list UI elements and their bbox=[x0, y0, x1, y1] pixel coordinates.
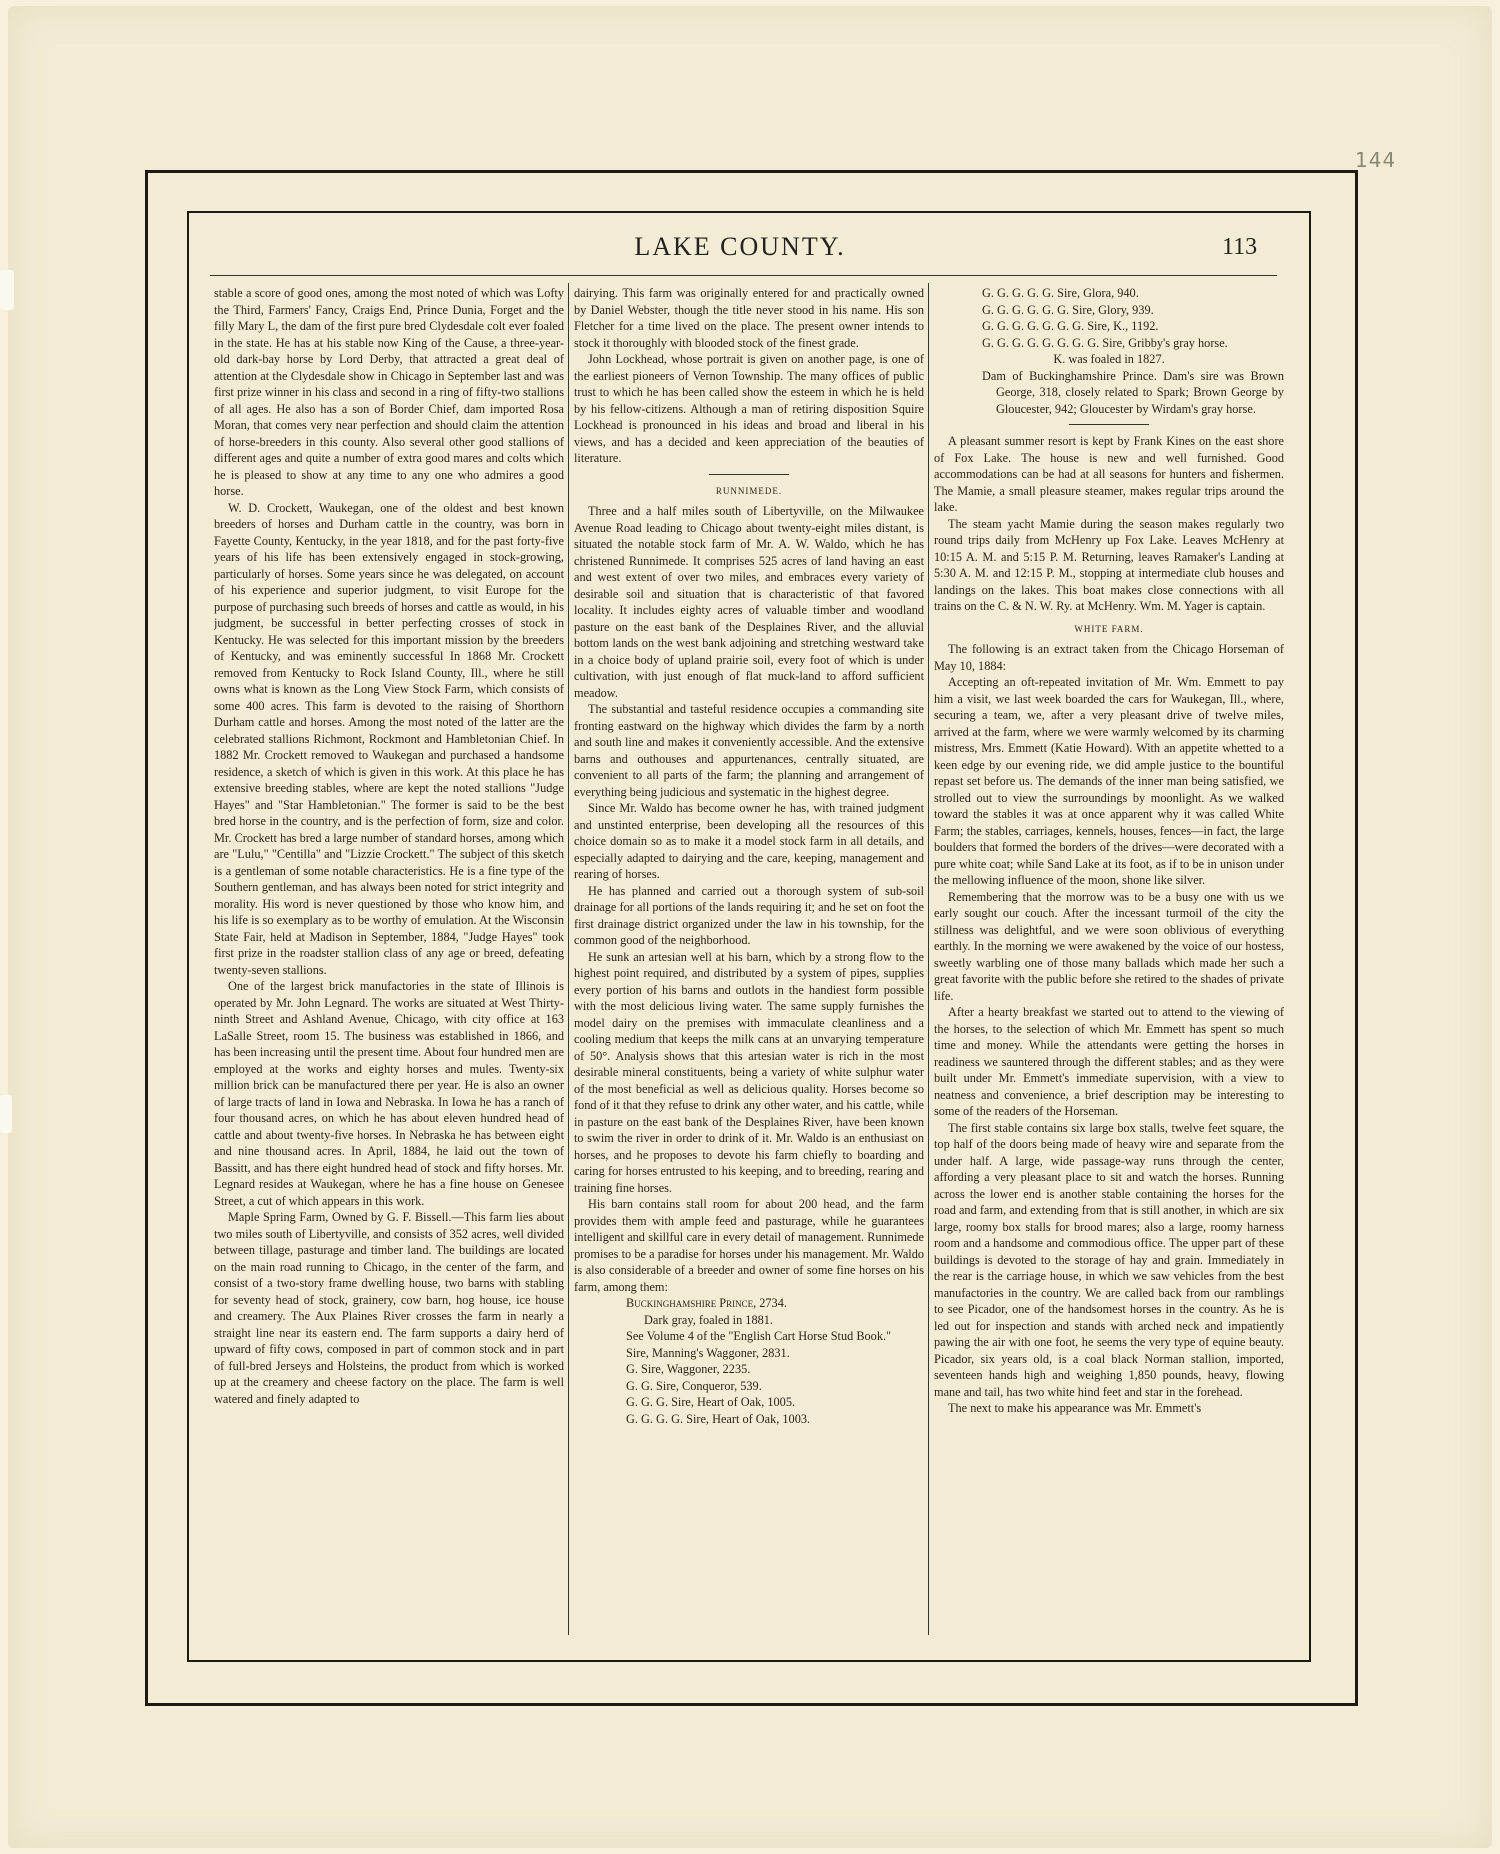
handwritten-page-number: 144 bbox=[1355, 148, 1397, 172]
section-rule bbox=[709, 474, 789, 475]
pedigree-line: See Volume 4 of the "English Cart Horse Stud Book." bbox=[626, 1329, 892, 1343]
paragraph: Maple Spring Farm, Owned by G. F. Bissell.—This farm lies about two miles south of Libertyville, and consists of 352 acres, well divided between tillage, pasturage and timber land. The buildings are located on the main road running to Chicago, in the center of the farm, and consist of a two-story frame dwelling house, two barns with stabling for seventy head of stock, grainery, cow barn, hog house, ice house and creamery. The Aux Plaines River crosses the farm in nearly a straight line near its eastern end. The farm supports a dairy herd of upward of fifty cows, composed in part of common stock and in part of full-bred Jerseys and Holsteins, the product from which is worked up at the creamery and cheese factory on the place. The farm is well watered and finely adapted to bbox=[214, 1210, 564, 1406]
pedigree-line: G. G. Sire, Conqueror, 539. bbox=[626, 1378, 762, 1393]
pedigree-line: G. G. G. G. G. Sire, Glora, 940. bbox=[982, 286, 1139, 300]
column-divider bbox=[928, 283, 929, 1635]
column-1 bbox=[214, 285, 564, 1635]
section-heading: WHITE FARM. bbox=[1074, 623, 1144, 634]
paragraph: The following is an extract taken from the Chicago Horseman of May 10, 1884: bbox=[934, 642, 1284, 673]
column-3 bbox=[934, 285, 1284, 1635]
pedigree-line: Buckinghamshire Prince, 2734. bbox=[626, 1296, 787, 1310]
paper-tear bbox=[0, 1095, 12, 1133]
paragraph: He sunk an artesian well at his barn, which by a strong flow to the highest point required, and distributed by a system of pipes, supplies every portion of his barns and outlots in the handiest form possible with the most delicious living water. The same supply furnishes the model dairy on the premises with immaculate cleanliness and a cooling medium that keeps the milk cans at an unvarying temperature of 50°. Analysis shows that this artesian water is rich in the most desirable mineral constituents, being a variety of white sulphur water of the most beneficial as well as delicious quality. Horses become so fond of it that they refuse to drink any other water, and his cattle, while in pasture on the east bank of the Desplaines River, have been known to swim the river in order to drink of it. Mr. Waldo is an enthusiast on horses, and he proposes to devote his farm chiefly to boarding and caring for horses entrusted to his keeping, and to breeding, rearing and training fine horses. bbox=[574, 949, 924, 1195]
paragraph: The first stable contains six large box stalls, twelve feet square, the top half of the doors being made of heavy wire and separate from the under half. A large, wide passage-way runs through the center, affording a very pleasant place to sit and watch the horses. Running across the lower end is another stable containing the horses for the road and farm, and extending from that is still another, in which are six large, roomy box stalls for brood mares; also a large, roomy harness room and a handsome and commodious office. The upper part of these buildings is devoted to the storage of hay and grain. Immediately in the rear is the carriage house, in which we saw vehicles from the best manufactories in the country. We are called back from our ramblings to see Picador, one of the handsomest horses in the country. As he is led out for inspection and stands with arched neck and impatiently pawing the air with one foot, he seems the very type of equine beauty. Picador, six years old, is a coal black Norman stallion, imported, seventeen hands high and weighing 1,850 pounds, heavy, flowing mane and tail, has two white hind feet and star in the forehead. bbox=[934, 1120, 1284, 1399]
paragraph: Three and a half miles south of Libertyville, on the Milwaukee Avenue Road leading to Chicago about twenty-eight miles distant, is situated the notable stock farm of Mr. A. W. Waldo, which he has christened Runnimede. It comprises 525 acres of land having an east and west extent of over two miles, and embraces every variety of desirable soil and situation that is characteristic of that favored locality. It includes eighty acres of valuable timber and woodland pasture on the east bank of the Desplaines River, and the alluvial bottom lands on the west bank adjoining and stretching westward take in a choice body of upland prairie soil, every foot of which is under cultivation, with just enough of flat muck-land to afford sufficient meadow. bbox=[574, 504, 924, 700]
pedigree-line: G. G. G. G. G. G. G. G. Sire, Gribby's gray horse. bbox=[982, 335, 1228, 350]
section-rule bbox=[1069, 424, 1149, 425]
pedigree-line: Dam of Buckinghamshire Prince. Dam's sire was Brown George, 318, closely related to Spark; Brown George by Gloucester, 942; Gloucester by Wirdam's gray horse. bbox=[982, 368, 1284, 416]
paragraph: One of the largest brick manufactories in the state of Illinois is operated by Mr. John Legnard. The works are situated at West Thirty-ninth Street and Ashland Avenue, Chicago, with city office at 163 LaSalle Street, room 15. The business was established in 1866, and has been increasing until the present time. About four hundred men are employed at the works and eighty horses and mules. Twenty-six million brick can be manufactured there per year. He is also an owner of large tracts of land in Iowa and Nebraska. In Iowa he has a ranch of four thousand acres, on which he has about eleven hundred head of cattle and about twenty-five horses. In Nebraska he has between eight and nine thousand acres. In April, 1884, he laid out the town of Bassitt, and has there eight hundred head of stock and fifty horses. Mr. Legnard resides at Waukegan, where he has a fine house on Genesee Street, a cut of which appears in this work. bbox=[214, 979, 564, 1208]
folio-number: 113 bbox=[1222, 234, 1258, 260]
paragraph: Remembering that the morrow was to be a busy one with us we early sought our couch. After the incessant turmoil of the city the stillness was delightful, and we were soon oblivious of everything earthly. In the morning we were awakened by the voice of our hostess, sweetly warbling one of those many ballads which made her such a great favorite with the public before she retired to the shades of private life. bbox=[934, 889, 1284, 1003]
column-divider bbox=[568, 283, 569, 1635]
paragraph: W. D. Crockett, Waukegan, one of the oldest and best known breeders of horses and Durham cattle in the country, was born in Fayette County, Kentucky, in the year 1818, and for the past forty-five years of his life has been extensively engaged in stock-growing, particularly of horses. Some years since he was delegated, on account of his experience and superior judgment, to visit Europe for the purpose of purchasing such breeds of horses and cattle as would, in his judgment, be successful in better perfecting crosses of stock in Kentucky. He was selected for this important mission by the breeders of Kentucky, and was eminently successful In 1868 Mr. Crockett removed from Kentucky to Rock Island County, Ill., where he still owns what is known as the Long View Stock Farm, which consists of some 400 acres. This farm is devoted to the raising of Shorthorn Durham cattle and horses. Among the most noted of the latter are the celebrated stallions Richmont, Rockmont and Hambletonian Chief. In 1882 Mr. Crockett removed to Waukegan and purchased a handsome residence, a sketch of which is given in this work. At this place he has extensive breeding stables, where are kept the noted stallions "Judge Hayes" and "Star Hambletonian." The former is said to be the best bred horse in the country, and is the perfection of form, size and color. Mr. Crockett has bred a large number of standard horses, among which are "Lulu," "Centilla" and "Lizzie Crockett." The subject of this sketch is a gentleman of some notable characteristics. He is a fine type of the Southern gentleman, and has always been noted for strict integrity and morality. His word is never questioned by those who know him, and his life is so exemplary as to be worthy of emulation. At the Wisconsin State Fair, held at Madison in September, 1884, "Judge Hayes" took first prize in the roadster stallion class of any age or breed, defeating twenty-seven stallions. bbox=[214, 500, 564, 977]
paragraph: After a hearty breakfast we started out to attend to the viewing of the horses, to the selection of which Mr. Emmett has spent so much time and money. While the attendants were getting the horses in readiness we sauntered through the different stables; and as they were built under Mr. Emmett's immediate supervision, with a view to neatness and convenience, a brief description may be interesting to some of the readers of the Horseman. bbox=[934, 1005, 1284, 1118]
paragraph: John Lockhead, whose portrait is given on another page, is one of the earliest pioneers of Vernon Township. The many offices of public trust to which he has been called show the esteem in which he is held by his fellow-citizens. Although a man of retiring disposition Squire Lockhead is pronounced in his ideas and broad and liberal in his views, and has a decided and keen appreciation of the beauties of literature. bbox=[574, 352, 924, 465]
paragraph: Accepting an oft-repeated invitation of Mr. Wm. Emmett to pay him a visit, we last week boarded the cars for Waukegan, Ill., where, securing a team, we, after a very pleasant drive of twelve miles, arrived at the farm, where we were warmly welcomed by its charming mistress, Mrs. Emmett (Katie Howard). With an appetite whetted to a keen edge by our evening ride, we did ample justice to the bountiful repast set before us. The demands of the inner man being satisfied, we strolled out to view the surroundings by moonlight. As we walked toward the stables it was at once apparent why it was called White Farm; the stables, carriages, kennels, houses, fences—in fact, the large boulders that formed the borders of the drives—were decorated with a pure white coat; while Sand Lake at its foot, as if to be in unison under the mellowing influence of the moon, shone like silver. bbox=[934, 675, 1284, 887]
pedigree-line: G. G. G. G. Sire, Heart of Oak, 1003. bbox=[626, 1411, 811, 1426]
paragraph: His barn contains stall room for about 200 head, and the farm provides them with ample feed and pasturage, while he guarantees intelligent and skillful care in every detail of management. Runnimede promises to be a paradise for horses under his management. Mr. Waldo is also considerable of a breeder and owner of some fine horses on his farm, among them: bbox=[574, 1197, 924, 1294]
column-2 bbox=[574, 285, 924, 1635]
pedigree-line: Sire, Manning's Waggoner, 2831. bbox=[626, 1345, 790, 1360]
paragraph: The steam yacht Mamie during the season makes regularly two round trips daily from McHenry up Fox Lake. Leaves McHenry at 10:15 A. M. and 5:15 P. M. Returning, leaves Ramaker's Landing at 5:30 A. M. and 12:15 P. M., stopping at intermediate club houses and landings on the lakes. This boat makes close connections with all trains on the C. & N. W. Ry. at McHenry. Wm. M. Yager is captain. bbox=[934, 516, 1284, 613]
paragraph: He has planned and carried out a thorough system of sub-soil drainage for all portions of the lands requiring it; and he set on foot the first drainage district organized under the law in his township, for the common good of the neighborhood. bbox=[574, 883, 924, 947]
section-heading: RUNNIMEDE. bbox=[715, 485, 783, 496]
paragraph: A pleasant summer resort is kept by Frank Kines on the east shore of Fox Lake. The house is new and well furnished. Good accommodations can be had at all seasons for hunters and fishermen. The Mamie, a small pleasure steamer, makes regular trips around the lake. bbox=[934, 434, 1284, 514]
paragraph: The substantial and tasteful residence occupies a commanding site fronting eastward on the highway which divides the farm by a north and south line and makes it conveniently accessible. And the extensive barns and outhouses and appurtenances, centrally situated, are convenient to all parts of the farm; the planning and arrangement of everything being judicious and systematic in the highest degree. bbox=[574, 702, 924, 799]
paragraph: stable a score of good ones, among the most noted of which was Lofty the Third, Farmers' Fancy, Craigs End, Prince Dunia, Forget and the filly Mary L, the dam of the first pure bred Clydesdale colt ever foaled in the state. He has at his stable now King of the Cause, a three-year-old dark-bay horse by Lord Derby, that attracted a great deal of attention at the Clydesdale show in Chicago in September last and was first prize winner in his class and second in a ring of fifty-two stallions of all ages. He also has a son of Border Chief, dam imported Rosa Moran, that comes very near perfection and should claim the attention of horse-breeders in this county. Also several other good stallions of different ages and quite a number of extra good mares and colts which he is pleased to show at any time to any one who admires a good horse. bbox=[214, 286, 564, 498]
paragraph: The next to make his appearance was Mr. Emmett's bbox=[948, 1401, 1202, 1415]
pedigree-line: G. G. G. G. G. G. Sire, Glory, 939. bbox=[982, 302, 1154, 317]
paper-tear bbox=[0, 270, 14, 310]
pedigree-line: G. G. G. G. G. G. G. Sire, K., 1192. bbox=[982, 319, 1159, 333]
title-rule bbox=[210, 275, 1277, 276]
pedigree-line: Dark gray, foaled in 1881. bbox=[644, 1312, 773, 1327]
pedigree-line: G. Sire, Waggoner, 2235. bbox=[626, 1362, 751, 1376]
page-title: LAKE COUNTY. bbox=[634, 232, 846, 261]
pedigree-line: G. G. G. Sire, Heart of Oak, 1005. bbox=[626, 1395, 796, 1409]
paragraph: Since Mr. Waldo has become owner he has, with trained judgment and unstinted enterprise, been developing all the resources of this choice domain so as to make it a model stock farm in all details, and especially adapted to dairying and the care, keeping, management and rearing of horses. bbox=[574, 801, 924, 881]
pedigree-line: K. was foaled in 1827. bbox=[1053, 352, 1165, 366]
paragraph: dairying. This farm was originally entered for and practically owned by Daniel Webster, though the title never stood in his name. His son Fletcher for a time lived on the place. The present owner intends to stock it thoroughly with blooded stock of the finest grade. bbox=[574, 286, 924, 350]
